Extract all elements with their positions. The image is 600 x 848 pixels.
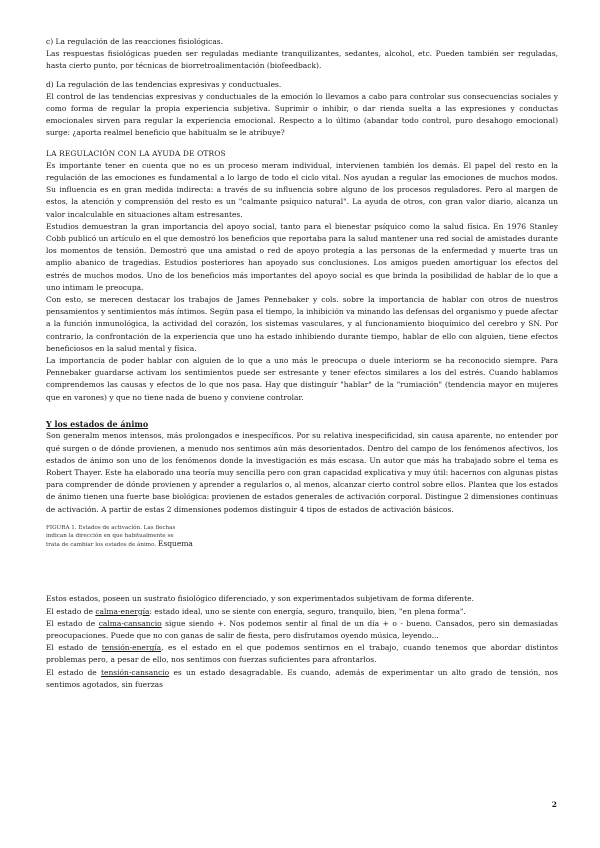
- term-calma-cansancio: calma-cansancio: [98, 618, 162, 628]
- regulacion-paragraph-3: Con esto, se merecen destacar los trabajos de James Pennebaker y cols. sobre la importancia de hablar con otros de nuestros pensamientos y sentimientos más íntimos. Según pasa el tiempo, la inhibición va minando las defensas del organismo y puede afectar a la función inmunológica, la actividad del corazón, los sistemas vasculares, y al funcionamiento bioquímico del cerebro y SN. Por contrario, la confrontación de la experiencia que uno ha estado inhibiendo durante tiempo, hablar de ello con alguien, tiene efectos beneficiosos en la salud mental y física.: [46, 295, 558, 353]
- term-tension-cansancio: tensión-cansancio: [101, 667, 170, 677]
- estados-paragraph-1: Son generalm menos intensos, más prolongados e inespecíficos. Por su relativa inespecificidad, sin causa aparente, no entender por qué surgen o de dónde provienen, a menudo nos sentimos aún más desorientados. Dentro del campo de los fenómenos afectivos, los estados de ánimo son uno de los fenómenos donde la investigación es más escasa. Un autor que más ha trabajado sobre el tema es Robert Thayer. Este ha elaborado una teoría muy sencilla pero con gran capacidad explicativa y muy útil: hacernos con algunas pistas para comprender de dónde provienen y aprender a regularlos o, al menos, alcanzar cierto control sobre ellos. Plantea que los estados de ánimo tienen una fuerte base biológica: provienen de estados generales de activación corporal. Distingue 2 dimensiones continuas de activación. A partir de estas 2 dimensiones podemos distinguir 4 tipos de estados de activación básicos.: [46, 431, 558, 514]
- section-d-title: d) La regulación de las tendencias expresivas y conductuales.: [46, 79, 282, 89]
- estados-intro: Estos estados, poseen un sustrato fisiológico diferenciado, y son experimentados subjetivam de forma diferente.: [46, 594, 474, 604]
- term-tension-energia: tensión-energía: [101, 643, 162, 653]
- document-page: [46, 36, 558, 691]
- page-number: 2: [551, 800, 557, 809]
- figure-caption: [46, 524, 558, 550]
- figure-tag: Esquema: [157, 539, 193, 549]
- estados-heading: Y los estados de ánimo: [46, 418, 149, 429]
- estado-tension-energia: El estado de tensión-energía, es el estado en el que podemos sentirnos en el trabajo, cuando tenemos que abordar distintos problemas pero, a pesar de ello, nos sentimos con fuerzas suficientes para afrontarlos.: [46, 643, 558, 665]
- regulacion-paragraph-1: Es importante tener en cuenta que no es un proceso meram individual, intervienen también los demás. El papel del resto en la regulación de las emociones es fundamental a lo largo de todo el ciclo vital. Nos ayudan a regular las emociones de muchos modos. Su influencia es en gran medida indirecta: a través de su influencia sobre alguno de los procesos reguladores. Pero al margen de estos, la atención y comprensión del resto es un "calmante psíquico natural". La ayuda de otros, con gran valor diario, alcanza un valor incalculable en situaciones altam estresantes.: [46, 160, 558, 219]
- regulacion-paragraph-2: Estudios demuestran la gran importancia del apoyo social, tanto para el bienestar psíquico como la salud física. En 1976 Stanley Cobb publicó un artículo en el que demostró los beneficios que reportaba para la salud mantener una red social de amistades durante los momentos de tensión. Demostró que una amistad o red de apoyo protegía a las personas de la enfermedad y muerte tras un amplio abanico de tragedias. Estudios posteriores han apoyado sus conclusiones. Los amigos pueden amortiguar los efectos del estrés de muchos modos. Uno de los beneficios más importantes del apoyo social es que brinda la posibilidad de hablar de lo que a uno intimam le preocupa.: [46, 221, 558, 292]
- estado-calma-energia: El estado de calma-energía: estado ideal, uno se siente con energía, seguro, tranquilo, bien, "en plena forma".: [46, 606, 466, 616]
- regulacion-heading: LA REGULACIÓN CON LA AYUDA DE OTROS: [46, 148, 226, 158]
- estado-tension-cansancio: El estado de tensión-cansancio es un estado desagradable. Es cuando, además de experimentar un alto grado de tensión, nos sentimos agotados, sin fuerzas: [46, 667, 558, 689]
- figure-caption-line-2: indican la dirección en que habitualmente se: [46, 533, 174, 540]
- figure-caption-line-1: FIGURA 1. Estados de activación. Las flechas: [46, 524, 176, 531]
- term-calma-energia: calma-energía: [95, 606, 150, 616]
- section-c-title: c) La regulación de las reacciones fisiológicas.: [46, 37, 224, 46]
- figure-caption-line-3: trata de cambiar los estados de ánimo.: [46, 542, 157, 549]
- regulacion-paragraph-4: La importancia de poder hablar con alguien de lo que a uno más le preocupa o duele interiorm se ha reconocido siempre. Para Pennebaker guardarse activam los sentimientos puede ser estresante y tener efectos similares a los del estrés. Cuando hablamos comprendemos las causas y efectos de lo que nos pasa. Hay que distinguir "hablar" de la "rumiación" (tendencia mayor en mujeres que en varones) y que no tiene nada de bueno y conviene controlar.: [46, 356, 558, 402]
- section-c-body: Las respuestas fisiológicas pueden ser reguladas mediante tranquilizantes, sedantes, alcohol, etc. Pueden también ser reguladas, hasta cierto punto, por técnicas de biorretroalimentación (biofeedback).: [46, 49, 558, 71]
- section-d-body: El control de las tendencias expresivas y conductuales de la emoción lo llevamos a cabo para controlar sus consecuencias sociales y como forma de regular la propia experiencia subjetiva. Suprimir o inhibir, o dar rienda suelta a las expresiones y conductas emocionales sirven para regular la experiencia emocional. Respecto a lo último (abandar todo control, puro desahogo emocional) surge: ¿aporta realmel beneficio que habitualm se le atribuye?: [46, 91, 558, 138]
- estado-calma-cansancio: El estado de calma-cansancio sigue siendo +. Nos podemos sentir al final de un día + o - bueno. Cansados, pero sin demasiadas preocupaciones. Puede que no con ganas de salir de fiesta, pero disfrutamos oyendo música, leyendo...: [46, 618, 559, 641]
